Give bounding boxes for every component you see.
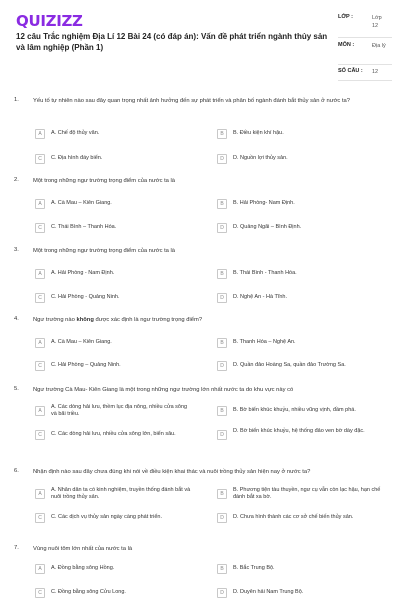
option-a-box: A — [35, 406, 45, 416]
question-number: 1. — [14, 97, 19, 103]
option-text: C. Địa hình đáy biển. — [51, 155, 103, 161]
option-text: B. Thái Bình - Thanh Hóa. — [233, 270, 297, 276]
option-text: D. Nghệ An - Hà Tĩnh. — [233, 294, 288, 300]
option-text: D. Nguồn lợi thủy sản. — [233, 155, 288, 161]
option-text: D. Bờ biển khúc khuỷu, hệ thống đảo ven bờ dày đặc. — [233, 428, 365, 434]
option-c-box: C — [35, 223, 45, 233]
option-b-box: B — [217, 406, 227, 416]
option-d-box: D — [217, 588, 227, 598]
question-text: Một trong những ngư trường trọng điểm của nước ta là — [33, 178, 176, 184]
option-a-box: A — [35, 564, 45, 574]
question-text: Ngư trường Cà Mau- Kiên Giang là một trong những ngư trường lớn nhất nước ta do khu vực này có — [33, 387, 294, 393]
quiz-header — [0, 0, 400, 86]
option-d-box: D — [217, 513, 227, 523]
question-text-emphasis: không — [76, 317, 94, 323]
option-text: A. Các dòng hải lưu, thềm lục địa nông, nhiều cửa sông và bãi triều. — [51, 404, 188, 417]
question-text-after: được xác định là ngư trường trọng điểm? — [93, 317, 203, 323]
meta-divider — [338, 80, 392, 81]
question-number: 3. — [14, 247, 19, 253]
option-c-box: C — [35, 513, 45, 523]
meta-count-label: SỐ CÂU : — [338, 68, 363, 74]
option-d-box: D — [217, 361, 227, 371]
option-d-box: D — [217, 430, 227, 440]
option-text: D. Chưa hình thành các cơ sở chế biến thủy sản. — [233, 514, 354, 520]
question-text: Vùng nuôi tôm lớn nhất của nước ta là — [33, 546, 133, 552]
option-c-box: C — [35, 293, 45, 303]
option-d-box: D — [217, 154, 227, 164]
option-text: B. Phương tiện tàu thuyền, ngư cụ vẫn còn lạc hậu, hạn chế đánh bắt xa bờ. — [233, 487, 381, 500]
question-number: 2. — [14, 177, 19, 183]
question-text-before: Ngư trường nào — [33, 317, 77, 323]
option-c-box: C — [35, 430, 45, 440]
option-b-box: B — [217, 129, 227, 139]
option-text: A. Hải Phòng - Nam Định. — [51, 270, 115, 276]
option-text: A. Cà Mau – Kiên Giang. — [51, 339, 112, 345]
option-c-box: C — [35, 588, 45, 598]
option-b-box: B — [217, 269, 227, 279]
meta-count — [338, 68, 390, 78]
quizizz-logo: QUIZIZZ — [16, 12, 83, 30]
option-d-box: D — [217, 223, 227, 233]
option-d-box: D — [217, 293, 227, 303]
question-text: Nhận định nào sau đây chưa đúng khi nói về điều kiện khai thác và nuôi trồng thủy sản hiện nay ở nước ta? — [33, 469, 311, 475]
option-text: B. Bờ biển khúc khuỷu, nhiều vũng vịnh, đầm phá. — [233, 407, 356, 413]
option-b-box: B — [217, 199, 227, 209]
meta-class-label: LỚP : — [338, 14, 353, 20]
question-text: Yếu tố tự nhiên nào sau đây quan trọng nhất ảnh hưởng đến sự phát triển và phân bố ngành đánh bắt thủy sản ở nước ta? — [33, 98, 350, 104]
option-a-box: A — [35, 489, 45, 499]
question-number: 4. — [14, 316, 19, 322]
meta-divider — [338, 64, 392, 65]
quiz-title: 12 câu Trắc nghiệm Địa Lí 12 Bài 24 (có đáp án): Vấn đề phát triển ngành thủy sản và lâm nghiệp (Phần 1) — [16, 32, 328, 52]
question-number: 6. — [14, 468, 19, 474]
option-text: C. Hải Phòng - Quảng Ninh. — [51, 294, 120, 300]
question-text — [33, 316, 378, 324]
option-text: B. Thanh Hóa – Nghệ An. — [233, 339, 296, 345]
option-text: C. Hải Phòng – Quảng Ninh. — [51, 362, 121, 368]
option-text: D. Quần đảo Hoàng Sa, quần đảo Trường Sa. — [233, 362, 346, 368]
meta-count-value: 12 — [372, 69, 379, 75]
meta-divider — [338, 37, 392, 38]
option-text: B. Hải Phòng- Nam Định. — [233, 200, 295, 206]
option-b-box: B — [217, 338, 227, 348]
option-text: A. Đồng bằng sông Hồng. — [51, 565, 115, 571]
option-b-box: B — [217, 489, 227, 499]
option-a-box: A — [35, 269, 45, 279]
option-text: C. Thái Bình – Thanh Hóa. — [51, 224, 117, 230]
meta-class-value: Lớp 12 — [372, 15, 382, 29]
meta-subject — [338, 42, 390, 62]
meta-class — [338, 14, 390, 34]
option-a-box: A — [35, 338, 45, 348]
option-c-box: C — [35, 361, 45, 371]
meta-subject-label: MÔN : — [338, 42, 355, 48]
question-number: 7. — [14, 545, 19, 551]
option-b-box: B — [217, 564, 227, 574]
option-text: A. Chế độ thủy văn. — [51, 130, 100, 136]
option-text: A. Nhân dân ta có kinh nghiệm, truyền thống đánh bắt và nuôi trồng thủy sản. — [51, 487, 191, 500]
option-text: D. Quảng Ngãi – Bình Định. — [233, 224, 302, 230]
meta-subject-value: Địa lý — [372, 43, 386, 49]
option-text: B. Bắc Trung Bộ. — [233, 565, 275, 571]
option-text: A. Cà Mau – Kiên Giang. — [51, 200, 112, 206]
option-c-box: C — [35, 154, 45, 164]
option-text: D. Duyên hải Nam Trung Bộ. — [233, 589, 304, 595]
option-a-box: A — [35, 199, 45, 209]
option-text: C. Các dịch vụ thủy sản ngày càng phát triển. — [51, 514, 162, 520]
option-a-box: A — [35, 129, 45, 139]
question-text: Một trong những ngư trường trọng điểm của nước ta là — [33, 248, 176, 254]
option-text: C. Các dòng hải lưu, nhiều cửa sông lớn, biển sâu. — [51, 431, 176, 437]
option-text: B. Điều kiện khí hậu. — [233, 130, 284, 136]
quiz-meta — [338, 14, 390, 75]
option-text: C. Đồng bằng sông Cửu Long. — [51, 589, 126, 595]
question-number: 5. — [14, 386, 19, 392]
